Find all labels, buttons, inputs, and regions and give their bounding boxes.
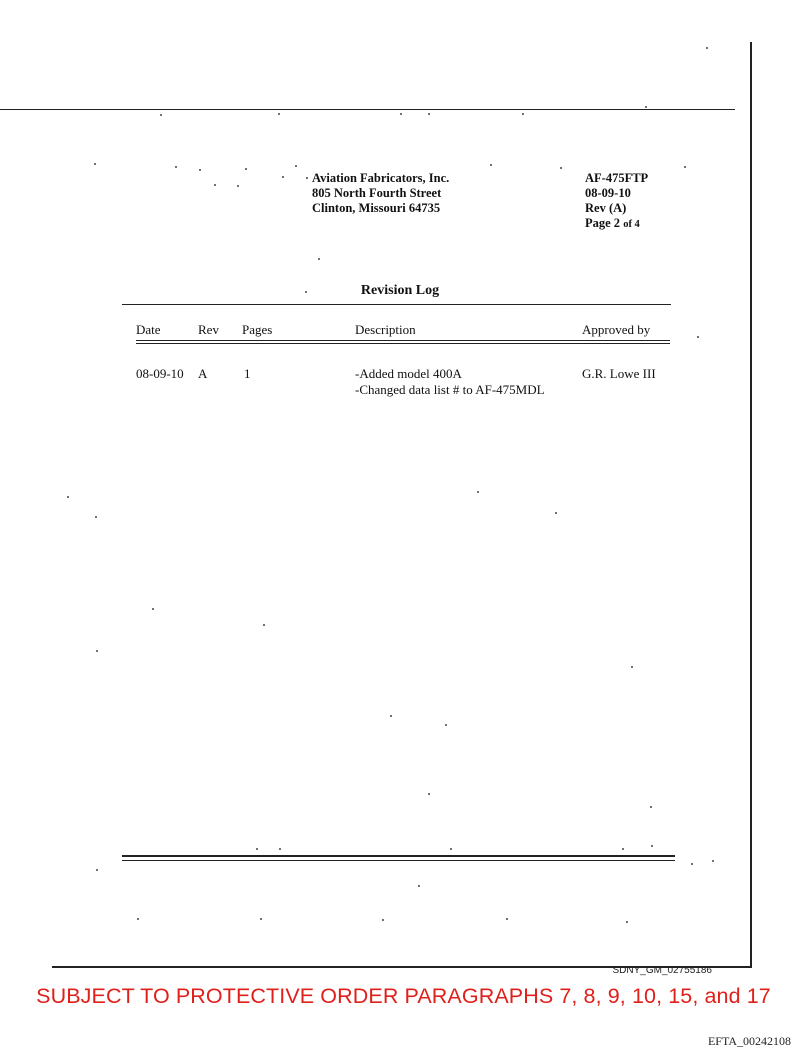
right-edge-rule: [750, 42, 752, 967]
revision-log-title-rule: [122, 304, 671, 305]
bates-number: SDNY_GM_02755186: [612, 965, 712, 976]
page-indicator: [585, 216, 705, 232]
footer-double-rule-upper: [122, 855, 675, 857]
protective-order-notice: SUBJECT TO PROTECTIVE ORDER PARAGRAPHS 7, 8, 9, 10, 15, and 17: [36, 984, 771, 1008]
row-approved-by: G.R. Lowe III: [582, 366, 656, 381]
company-address-block: [312, 171, 502, 216]
document-number: AF-475FTP: [585, 171, 649, 185]
page-number: Page 2: [585, 216, 621, 230]
column-header-date: Date: [136, 322, 161, 337]
table-header-rule-lower: [136, 343, 670, 344]
column-header-pages: Pages: [242, 322, 273, 337]
efta-identifier: EFTA_00242108: [707, 1034, 791, 1048]
row-date: 08-09-10: [136, 366, 184, 381]
top-rule: [0, 109, 735, 110]
column-header-description: Description: [355, 322, 416, 337]
description-line: -Added model 400A: [355, 366, 462, 381]
row-rev: A: [198, 366, 208, 381]
company-name: Aviation Fabricators, Inc.: [312, 171, 450, 185]
company-city: Clinton, Missouri 64735: [312, 201, 441, 215]
table-header-rule-upper: [136, 340, 670, 341]
footer-double-rule-lower: [122, 860, 675, 861]
document-date: 08-09-10: [585, 186, 631, 200]
column-header-rev: Rev: [198, 322, 219, 337]
page-total: of 4: [623, 219, 640, 230]
column-header-approved-by: Approved by: [582, 322, 651, 337]
row-description: [355, 366, 545, 398]
description-line: -Changed data list # to AF-475MDL: [355, 382, 545, 397]
company-street: 805 North Fourth Street: [312, 186, 442, 200]
revision-log-title: Revision Log: [360, 283, 440, 298]
document-reference-block: [585, 171, 705, 232]
document-revision: Rev (A): [585, 201, 627, 215]
row-pages: 1: [244, 366, 251, 381]
